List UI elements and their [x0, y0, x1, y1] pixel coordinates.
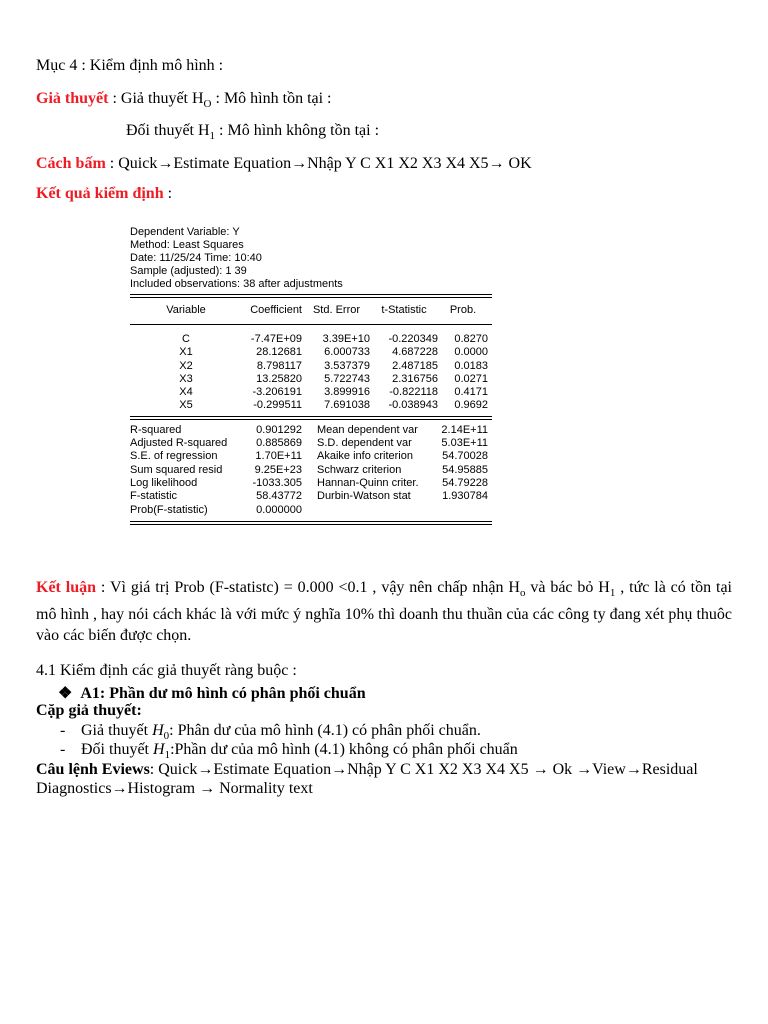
col-variable: Variable — [166, 304, 206, 317]
eviews-header — [130, 226, 492, 291]
item-prefix: Giả thuyết — [81, 722, 153, 739]
stat-name: Schwarz criterion — [317, 463, 402, 476]
stat-name: R-squared — [130, 423, 182, 436]
pair-label: Cặp giả thuyết: — [36, 702, 142, 719]
conclusion-part1: : Vì giá trị Prob (F-statistc) = 0.000 <0.1 , vậy nên chấp nhận H — [96, 579, 520, 596]
h-symbol: H — [153, 741, 165, 758]
list-item — [60, 722, 481, 743]
coefficient-rows — [130, 333, 492, 413]
eviews-command-line2: Diagnostics→Histogram → Normality text — [36, 780, 313, 797]
cell-prob: 0.4171 — [454, 386, 488, 399]
h-subscript: 1 — [164, 749, 171, 762]
stat-name — [303, 504, 434, 517]
stat-value: 54.79228 — [442, 476, 488, 489]
h0-prefix: : Giả thuyết H — [112, 90, 204, 107]
method-text: : Quick→Estimate Equation→Nhập Y C X1 X2 X3 X4 X5→ OK — [109, 155, 532, 172]
double-rule — [130, 521, 492, 525]
conclusion-label: Kết luận — [36, 579, 97, 596]
stats-row — [130, 504, 492, 517]
col-prob: Prob. — [449, 304, 477, 317]
eviews-command-line1 — [36, 761, 698, 779]
h1-suffix: : Mô hình không tồn tại : — [215, 122, 380, 139]
table-row — [130, 386, 492, 399]
cell-coef: 8.798117 — [256, 359, 302, 372]
cell-std: 7.691038 — [324, 399, 370, 412]
a1-text: A1: Phần dư mô hình có phân phối chuẩn — [80, 685, 366, 702]
cell-coef: 28.12681 — [256, 346, 302, 359]
cell-t: 4.687228 — [392, 346, 438, 359]
hypothesis-label: Giả thuyết — [36, 90, 109, 107]
stat-value: 0.000000 — [256, 503, 302, 516]
stat-name: Hannan-Quinn criter. — [317, 476, 419, 489]
item-suffix: :Phần dư của mô hình (4.1) không có phân phối chuẩn — [170, 741, 518, 758]
table-row — [130, 346, 492, 359]
method-label: Cách bấm — [36, 155, 106, 172]
cell-var: C — [182, 333, 190, 345]
h0-subscript: O — [203, 98, 212, 111]
conclusion-paragraph — [36, 577, 732, 646]
result-line — [36, 185, 172, 203]
cell-coef: -0.299511 — [253, 399, 302, 412]
stat-name: Mean dependent var — [317, 423, 418, 436]
stats-row — [130, 477, 492, 490]
h1-subscript: 1 — [609, 587, 616, 600]
stat-value: 9.25E+23 — [254, 463, 302, 476]
stat-value: 5.03E+11 — [441, 437, 488, 450]
stat-value — [434, 504, 492, 517]
cell-var: X2 — [179, 359, 193, 372]
stat-name: S.E. of regression — [130, 450, 218, 463]
cell-t: -0.822118 — [389, 386, 438, 399]
cell-var: X3 — [179, 372, 193, 385]
eviews-header-line: Sample (adjusted): 1 39 — [130, 265, 247, 277]
eviews-header-line: Included observations: 38 after adjustments — [130, 278, 343, 290]
h-subscript: 0 — [163, 730, 170, 743]
result-colon: : — [163, 185, 173, 202]
hypothesis-h0-line — [36, 90, 332, 110]
col-std-error: Std. Error — [312, 304, 361, 317]
conclusion-part2: và bác bỏ H — [525, 579, 610, 596]
h1-subscript: 1 — [209, 130, 216, 143]
diamond-bullet-icon: ❖ — [58, 685, 73, 702]
cell-var: X4 — [179, 386, 193, 399]
stat-name: F-statistic — [130, 490, 178, 503]
stat-name: S.D. dependent var — [317, 437, 412, 450]
a1-heading — [58, 683, 366, 703]
eviews-command-label: Câu lệnh Eviews — [36, 761, 150, 778]
stat-value: 0.901292 — [256, 423, 302, 436]
stat-value: 2.14E+11 — [441, 423, 488, 436]
stat-value: 58.43772 — [256, 490, 302, 503]
stats-row — [130, 464, 492, 477]
stat-value: -1033.305 — [252, 476, 302, 489]
dash-bullet: - — [60, 722, 66, 739]
stat-name: Akaike info criterion — [317, 450, 413, 463]
cell-coef: 13.25820 — [256, 372, 302, 385]
table-row — [130, 373, 492, 386]
col-coefficient: Coefficient — [250, 304, 302, 317]
stat-name: Prob(F-statistic) — [130, 503, 208, 516]
conclusion-part3: , tức là có tồn tại mô hình , hay nói cách khác là với mức ý nghĩa 10% thì doanh thu thuần của các công ty đang xét phụ thuôc vào các biến được chọn. — [36, 579, 733, 645]
cell-std: 3.537379 — [324, 359, 370, 372]
stats-row — [130, 437, 492, 450]
list-item-text — [81, 722, 481, 742]
cell-std: 5.722743 — [324, 372, 370, 385]
stat-value: 1.70E+11 — [255, 450, 302, 463]
section-heading-4-1: 4.1 Kiểm định các giả thuyết ràng buộc : — [36, 662, 297, 679]
h0-suffix: : Mô hình tồn tại : — [211, 90, 332, 107]
cell-t: -0.038943 — [388, 399, 438, 412]
h0-subscript: o — [519, 587, 526, 600]
stats-row — [130, 424, 492, 437]
cell-t: -0.220349 — [388, 333, 438, 345]
eviews-command-text: : Quick→Estimate Equation→Nhập Y C X1 X2 X3 X4 X5 → Ok →View→Residual — [149, 761, 698, 778]
stat-name: Sum squared resid — [130, 463, 223, 476]
list-item — [60, 741, 518, 762]
cell-var: X1 — [179, 346, 193, 359]
eviews-output-table — [130, 226, 492, 525]
cell-std: 3.39E+10 — [322, 333, 370, 345]
eviews-header-line: Dependent Variable: Y — [130, 226, 240, 238]
stat-name: Log likelihood — [130, 476, 198, 489]
eviews-header-line: Date: 11/25/24 Time: 10:40 — [130, 252, 262, 264]
col-t-statistic: t-Statistic — [381, 304, 427, 317]
result-label: Kết quả kiểm định — [36, 185, 164, 202]
cell-std: 6.000733 — [324, 346, 370, 359]
list-item-text — [81, 741, 518, 761]
stats-row — [130, 450, 492, 463]
table-row — [130, 360, 492, 373]
stat-value: 54.70028 — [442, 450, 488, 463]
h1-prefix: Đối thuyết H — [126, 122, 210, 139]
item-prefix: Đối thuyết — [81, 741, 153, 758]
coefficient-table — [130, 298, 492, 324]
cell-std: 3.899916 — [324, 386, 370, 399]
stat-value: 54.95885 — [442, 463, 488, 476]
method-line — [36, 155, 532, 173]
cell-t: 2.316756 — [392, 372, 438, 385]
cell-prob: 0.0271 — [454, 372, 488, 385]
item-suffix: : Phân dư của mô hình (4.1) có phân phối chuẩn. — [169, 722, 481, 739]
cell-t: 2.487185 — [392, 359, 438, 372]
hypothesis-h1-line — [126, 122, 379, 142]
h-symbol: H — [152, 722, 164, 739]
cell-prob: 0.0000 — [454, 346, 488, 359]
table-row — [130, 333, 492, 346]
cell-prob: 0.9692 — [454, 399, 488, 412]
stats-row — [130, 490, 492, 503]
summary-stats-table — [130, 424, 492, 517]
table-row — [130, 399, 492, 412]
eviews-header-line: Method: Least Squares — [130, 239, 244, 251]
column-header-row — [130, 298, 492, 324]
cell-coef: -3.206191 — [252, 386, 302, 399]
cell-prob: 0.8270 — [454, 333, 488, 345]
cell-coef: -7.47E+09 — [250, 333, 302, 345]
stat-name: Adjusted R-squared — [130, 437, 228, 450]
section-heading-muc4: Mục 4 : Kiểm định mô hình : — [36, 57, 224, 74]
dash-bullet: - — [60, 741, 66, 758]
stat-value: 0.885869 — [256, 437, 302, 450]
cell-var: X5 — [179, 399, 193, 412]
stat-name: Durbin-Watson stat — [317, 490, 411, 503]
stat-value: 1.930784 — [442, 490, 488, 503]
cell-prob: 0.0183 — [454, 359, 488, 372]
